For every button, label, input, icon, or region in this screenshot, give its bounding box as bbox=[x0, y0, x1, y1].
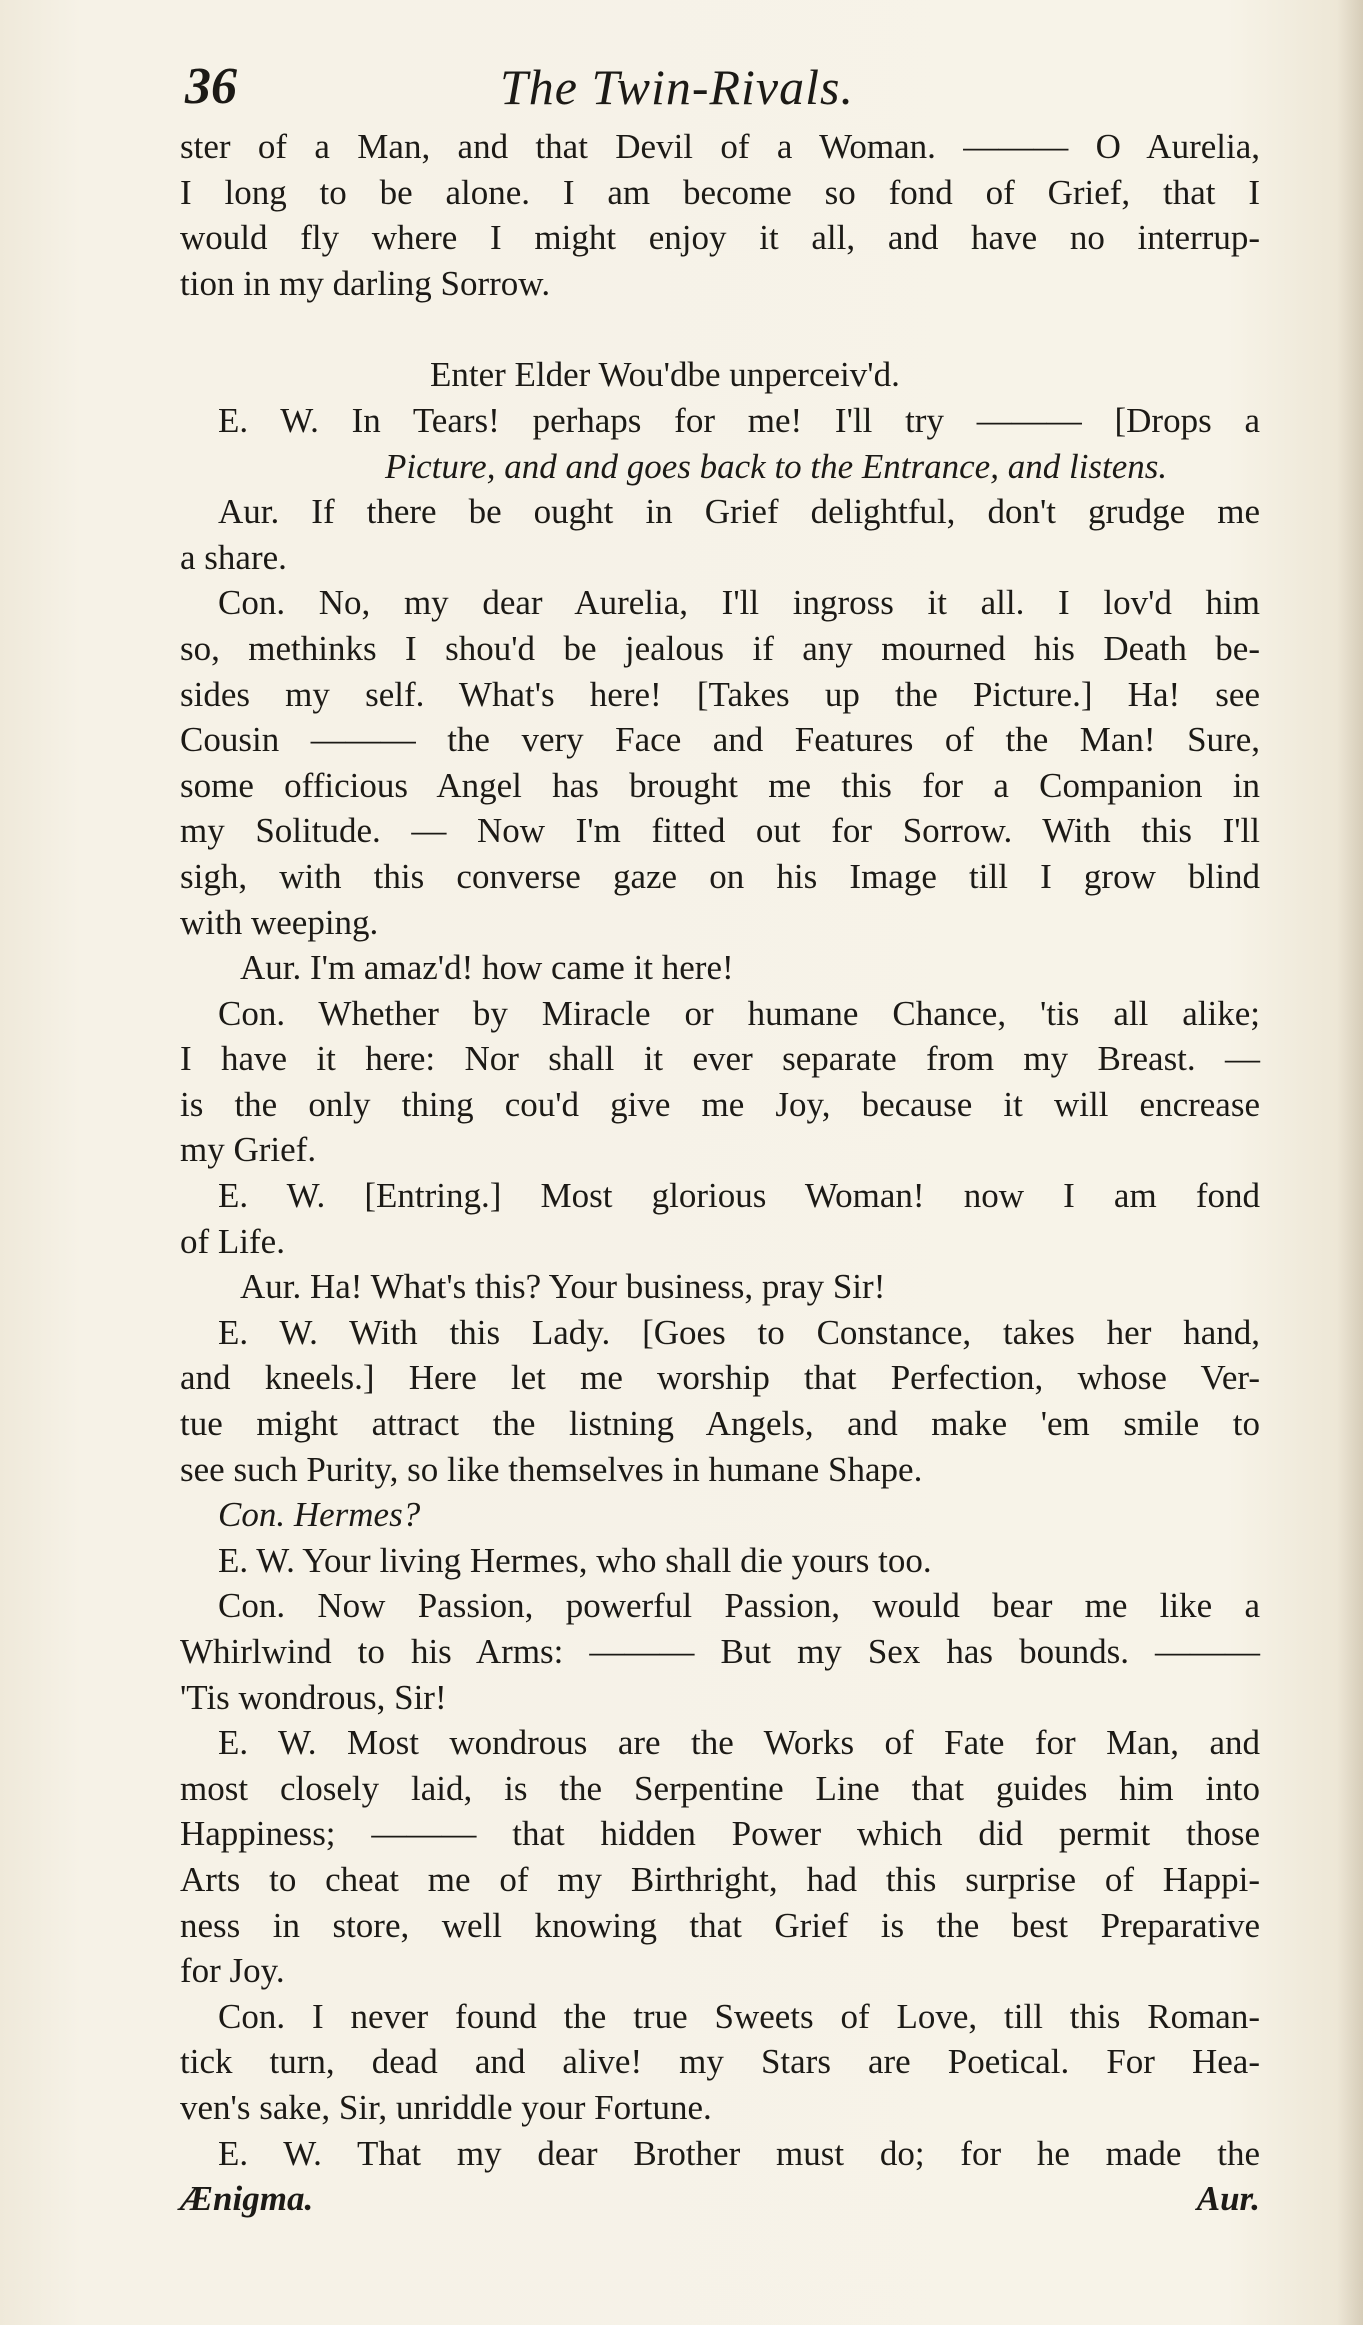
speech-line: E. W. In Tears! perhaps for me! I'll try ——— [Drops a bbox=[218, 400, 1260, 440]
speech-line: E. W. With this Lady. [Goes to Constance, takes her hand, bbox=[218, 1312, 1260, 1352]
speech-line: Con. No, my dear Aurelia, I'll ingross it all. I lov'd him bbox=[218, 583, 1260, 623]
text-line: is the only thing cou'd give me Joy, because it will encrease bbox=[180, 1084, 1260, 1124]
stage-direction: Enter Elder Wou'dbe unperceiv'd. bbox=[430, 355, 900, 395]
text-line: so, methinks I shou'd be jealous if any mourned his Death be- bbox=[180, 628, 1260, 668]
page-gutter-shadow bbox=[1337, 0, 1363, 2325]
text-line: tue might attract the listning Angels, and make 'em smile to bbox=[180, 1404, 1260, 1444]
running-title: The Twin-Rivals. bbox=[500, 59, 854, 115]
text-line: Whirlwind to his Arms: ——— But my Sex has bounds. ——— bbox=[180, 1632, 1260, 1671]
play-text bbox=[180, 124, 1260, 2222]
speech-line: E. W. Your living Hermes, who shall die yours too. bbox=[218, 1540, 932, 1580]
text-line: see such Purity, so like themselves in humane Shape. bbox=[180, 1449, 923, 1489]
text-line: of Life. bbox=[180, 1221, 285, 1261]
text-line: some officious Angel has brought me this for a Companion in bbox=[180, 765, 1260, 805]
text-line: Happiness; ——— that hidden Power which did permit those bbox=[180, 1814, 1260, 1854]
text-line: my Solitude. — Now I'm fitted out for Sorrow. With this I'll bbox=[180, 811, 1260, 851]
text-line: ster of a Man, and that Devil of a Woman. ——— O Aurelia, bbox=[180, 127, 1260, 166]
stage-direction: Picture, and and goes back to the Entrance, and listens. bbox=[385, 446, 1168, 486]
text-line: Arts to cheat me of my Birthright, had this surprise of Happi- bbox=[180, 1859, 1260, 1899]
speech-line: E. W. [Entring.] Most glorious Woman! now I am fond bbox=[218, 1176, 1260, 1216]
running-head bbox=[185, 52, 1265, 122]
catchword-right: Aur. bbox=[1196, 2179, 1260, 2219]
text-line: would fly where I might enjoy it all, and have no interrup- bbox=[180, 218, 1260, 258]
text-line: Cousin ——— the very Face and Features of the Man! Sure, bbox=[180, 720, 1260, 760]
speech-line: Con. Whether by Miracle or humane Chance, 'tis all alike; bbox=[218, 993, 1260, 1033]
text-line: tick turn, dead and alive! my Stars are Poetical. For Hea- bbox=[180, 2042, 1260, 2082]
text-line: tion in my darling Sorrow. bbox=[180, 263, 551, 303]
speech-line: Aur. I'm amaz'd! how came it here! bbox=[240, 948, 734, 988]
speech-line: Aur. If there be ought in Grief delightful, don't grudge me bbox=[218, 492, 1260, 532]
page-number: 36 bbox=[185, 58, 237, 115]
catchword-left: Ænigma. bbox=[180, 2179, 314, 2219]
catchword-line bbox=[180, 2176, 1260, 2222]
spacer bbox=[180, 306, 1260, 352]
text-line: most closely laid, is the Serpentine Line that guides him into bbox=[180, 1768, 1260, 1808]
text-line: and kneels.] Here let me worship that Perfection, whose Ver- bbox=[180, 1358, 1260, 1398]
text-line: I long to be alone. I am become so fond of Grief, that I bbox=[180, 172, 1260, 212]
text-line: sigh, with this converse gaze on his Image till I grow blind bbox=[180, 856, 1260, 896]
text-line: 'Tis wondrous, Sir! bbox=[180, 1677, 447, 1717]
speech-line: Con. Now Passion, powerful Passion, would bear me like a bbox=[218, 1586, 1260, 1626]
text-line: ness in store, well knowing that Grief is the best Preparative bbox=[180, 1905, 1260, 1945]
speech-line: E. W. Most wondrous are the Works of Fate for Man, and bbox=[218, 1723, 1260, 1763]
speech-line: Con. I never found the true Sweets of Love, till this Roman- bbox=[218, 1996, 1260, 2036]
text-line: sides my self. What's here! [Takes up the Picture.] Ha! see bbox=[180, 674, 1260, 714]
text-line: ven's sake, Sir, unriddle your Fortune. bbox=[180, 2087, 712, 2127]
text-line: a share. bbox=[180, 537, 287, 577]
text-line: for Joy. bbox=[180, 1951, 285, 1991]
text-line: with weeping. bbox=[180, 902, 379, 942]
speech-line: Aur. Ha! What's this? Your business, pray Sir! bbox=[240, 1267, 886, 1307]
speech-line: Con. Hermes? bbox=[218, 1495, 421, 1535]
speech-line: E. W. That my dear Brother must do; for he made the bbox=[218, 2133, 1260, 2173]
text-line: my Grief. bbox=[180, 1130, 317, 1170]
text-line: I have it here: Nor shall it ever separate from my Breast. — bbox=[180, 1039, 1260, 1079]
